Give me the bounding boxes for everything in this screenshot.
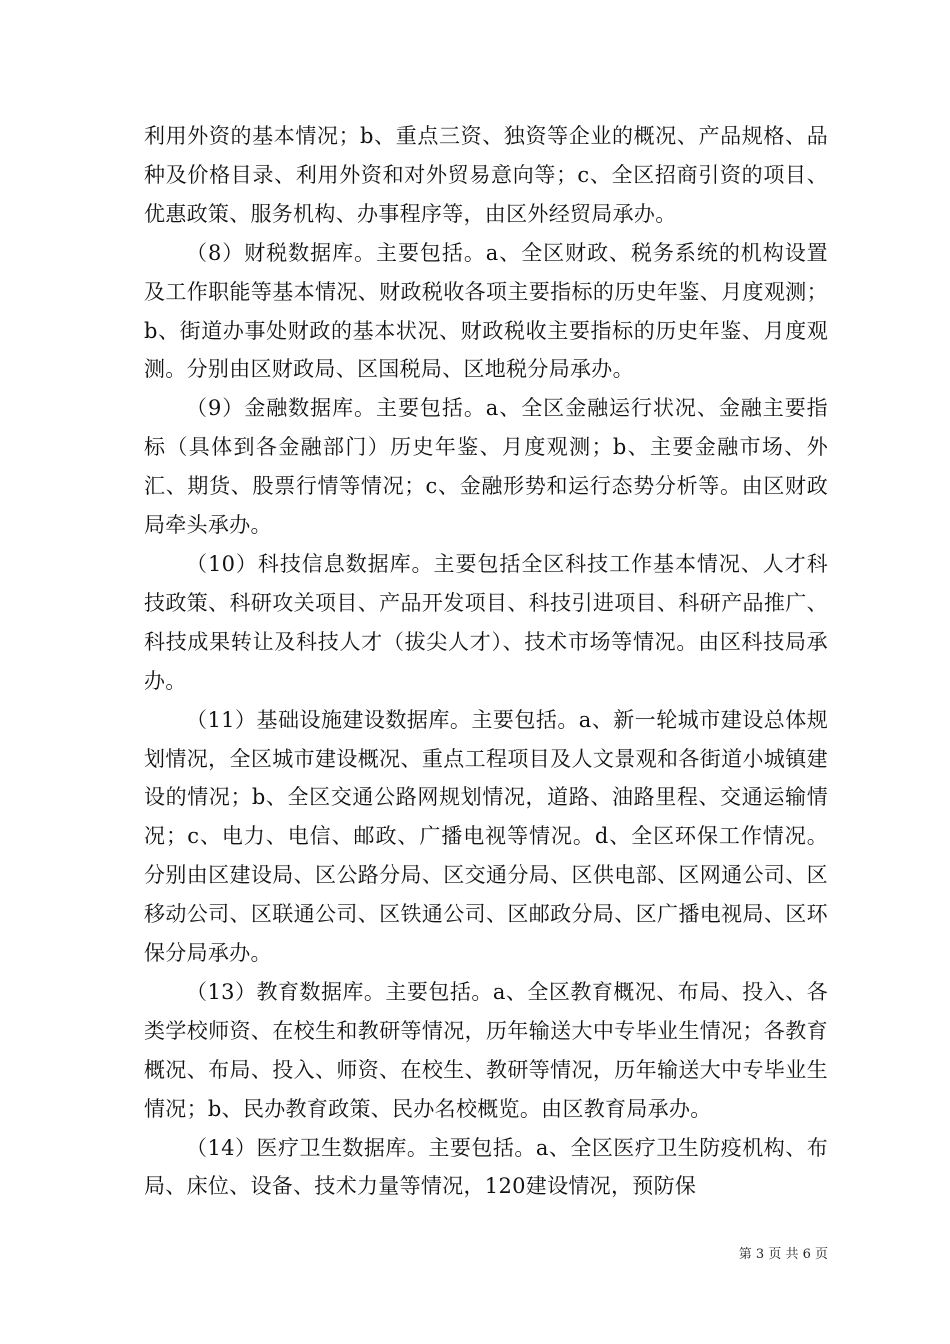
paragraph-infrastructure-database: （11）基础设施建设数据库。主要包括。a、新一轮城市建设总体规划情况，全区城市建设概况、重点工程项目及人文景观和各街道小城镇建设的情况；b、全区交通公路网规划情况，道路、油路里程、交通运输情况；c、电力、电信、邮政、广播电视等情况。d、全区环保工作情况。分别由区建设局、区公路分局、区交通分局、区供电部、区网通公司、区移动公司、区联通公司、区铁通公司、区邮政分局、区广播电视局、区环保分局承办。 bbox=[144, 707, 828, 966]
paragraph-foreign-investment-continued: 利用外资的基本情况；b、重点三资、独资等企业的概况、产品规格、品种及价格目录、利用外资和对外贸易意向等；c、全区招商引资的项目、优惠政策、服务机构、办事程序等，由区外经贸局承办。 bbox=[144, 124, 828, 226]
document-body bbox=[144, 117, 828, 1206]
paragraph-financial-database: （9）金融数据库。主要包括。a、全区金融运行状况、金融主要指标（具体到各金融部门）历史年鉴、月度观测；b、主要金融市场、外汇、期货、股票行情等情况；c、金融形势和运行态势分析等。由区财政局牵头承办。 bbox=[144, 396, 828, 538]
page-number-footer: 第 3 页 共 6 页 bbox=[738, 1247, 828, 1262]
paragraph-education-database: （13）教育数据库。主要包括。a、全区教育概况、布局、投入、各类学校师资、在校生和教研等情况，历年输送大中专毕业生情况；各教育概况、布局、投入、师资、在校生、教研等情况，历年输送大中专毕业生情况；b、民办教育政策、民办名校概览。由区教育局承办。 bbox=[144, 979, 828, 1121]
paragraph-medical-health-database: （14）医疗卫生数据库。主要包括。a、全区医疗卫生防疫机构、布局、床位、设备、技术力量等情况，120建设情况，预防保 bbox=[144, 1135, 828, 1199]
paragraph-science-tech-database: （10）科技信息数据库。主要包括全区科技工作基本情况、人才科技政策、科研攻关项目、产品开发项目、科技引进项目、科研产品推广、科技成果转让及科技人才（拔尖人才）、技术市场等情况。由区科技局承办。 bbox=[144, 551, 828, 693]
paragraph-finance-tax-database: （8）财税数据库。主要包括。a、全区财政、税务系统的机构设置及工作职能等基本情况、财政税收各项主要指标的历史年鉴、月度观测；b、街道办事处财政的基本状况、财政税收主要指标的历史年鉴、月度观测。分别由区财政局、区国税局、区地税分局承办。 bbox=[144, 240, 828, 382]
